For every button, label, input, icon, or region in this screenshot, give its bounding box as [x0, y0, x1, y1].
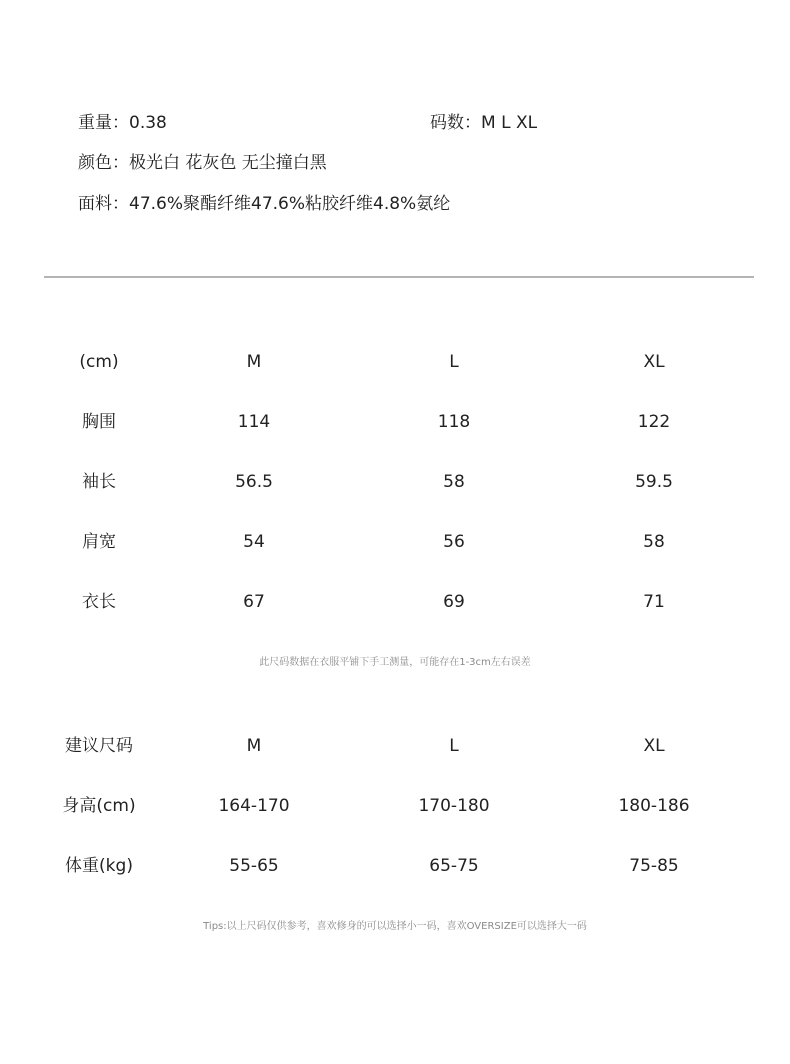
table-cell: 180-186 [618, 796, 690, 816]
weight-line: 重量：0.38 [78, 113, 167, 133]
table-cell: 122 [637, 412, 671, 432]
table-header-cell: M [246, 352, 262, 372]
table-cell: 58 [643, 532, 665, 552]
measurement-note: 此尺码数据在衣服平铺下手工测量，可能存在1-3cm左右误差 [259, 657, 531, 668]
table-header-cell: (cm) [79, 352, 119, 372]
table-header-cell: 建议尺码 [65, 736, 133, 756]
table-row-label: 肩宽 [82, 532, 116, 552]
table-cell: 55-65 [229, 856, 279, 876]
section-divider [44, 276, 754, 278]
table-row-label: 胸围 [82, 412, 116, 432]
table-cell: 114 [237, 412, 271, 432]
colors-line: 颜色：极光白 花灰色 无尘撞白黑 [78, 153, 327, 173]
table-header-cell: XL [643, 352, 665, 372]
table-cell: 164-170 [218, 796, 290, 816]
table-header-cell: M [246, 736, 262, 756]
table-header-cell: L [449, 352, 459, 372]
table-cell: 170-180 [418, 796, 490, 816]
table-header-cell: XL [643, 736, 665, 756]
table-cell: 75-85 [629, 856, 679, 876]
table-cell: 118 [437, 412, 471, 432]
table-cell: 71 [643, 592, 665, 612]
table-cell: 65-75 [429, 856, 479, 876]
table-cell: 56 [443, 532, 465, 552]
table-header-cell: L [449, 736, 459, 756]
table-cell: 58 [443, 472, 465, 492]
table-cell: 67 [243, 592, 265, 612]
table-cell: 69 [443, 592, 465, 612]
sizes-line: 码数：M L XL [430, 113, 538, 133]
table-cell: 59.5 [635, 472, 673, 492]
table-row-label: 袖长 [82, 472, 116, 492]
table-cell: 56.5 [235, 472, 273, 492]
fabric-line: 面料：47.6%聚酯纤维47.6%粘胶纤维4.8%氨纶 [78, 194, 451, 214]
table-cell: 54 [243, 532, 265, 552]
table-row-label: 体重(kg) [65, 856, 133, 876]
size-tips-note: Tips:以上尺码仅供参考，喜欢修身的可以选择小一码，喜欢OVERSIZE可以选择大一码 [203, 921, 587, 932]
table-row-label: 衣长 [82, 592, 116, 612]
table-row-label: 身高(cm) [62, 796, 136, 816]
